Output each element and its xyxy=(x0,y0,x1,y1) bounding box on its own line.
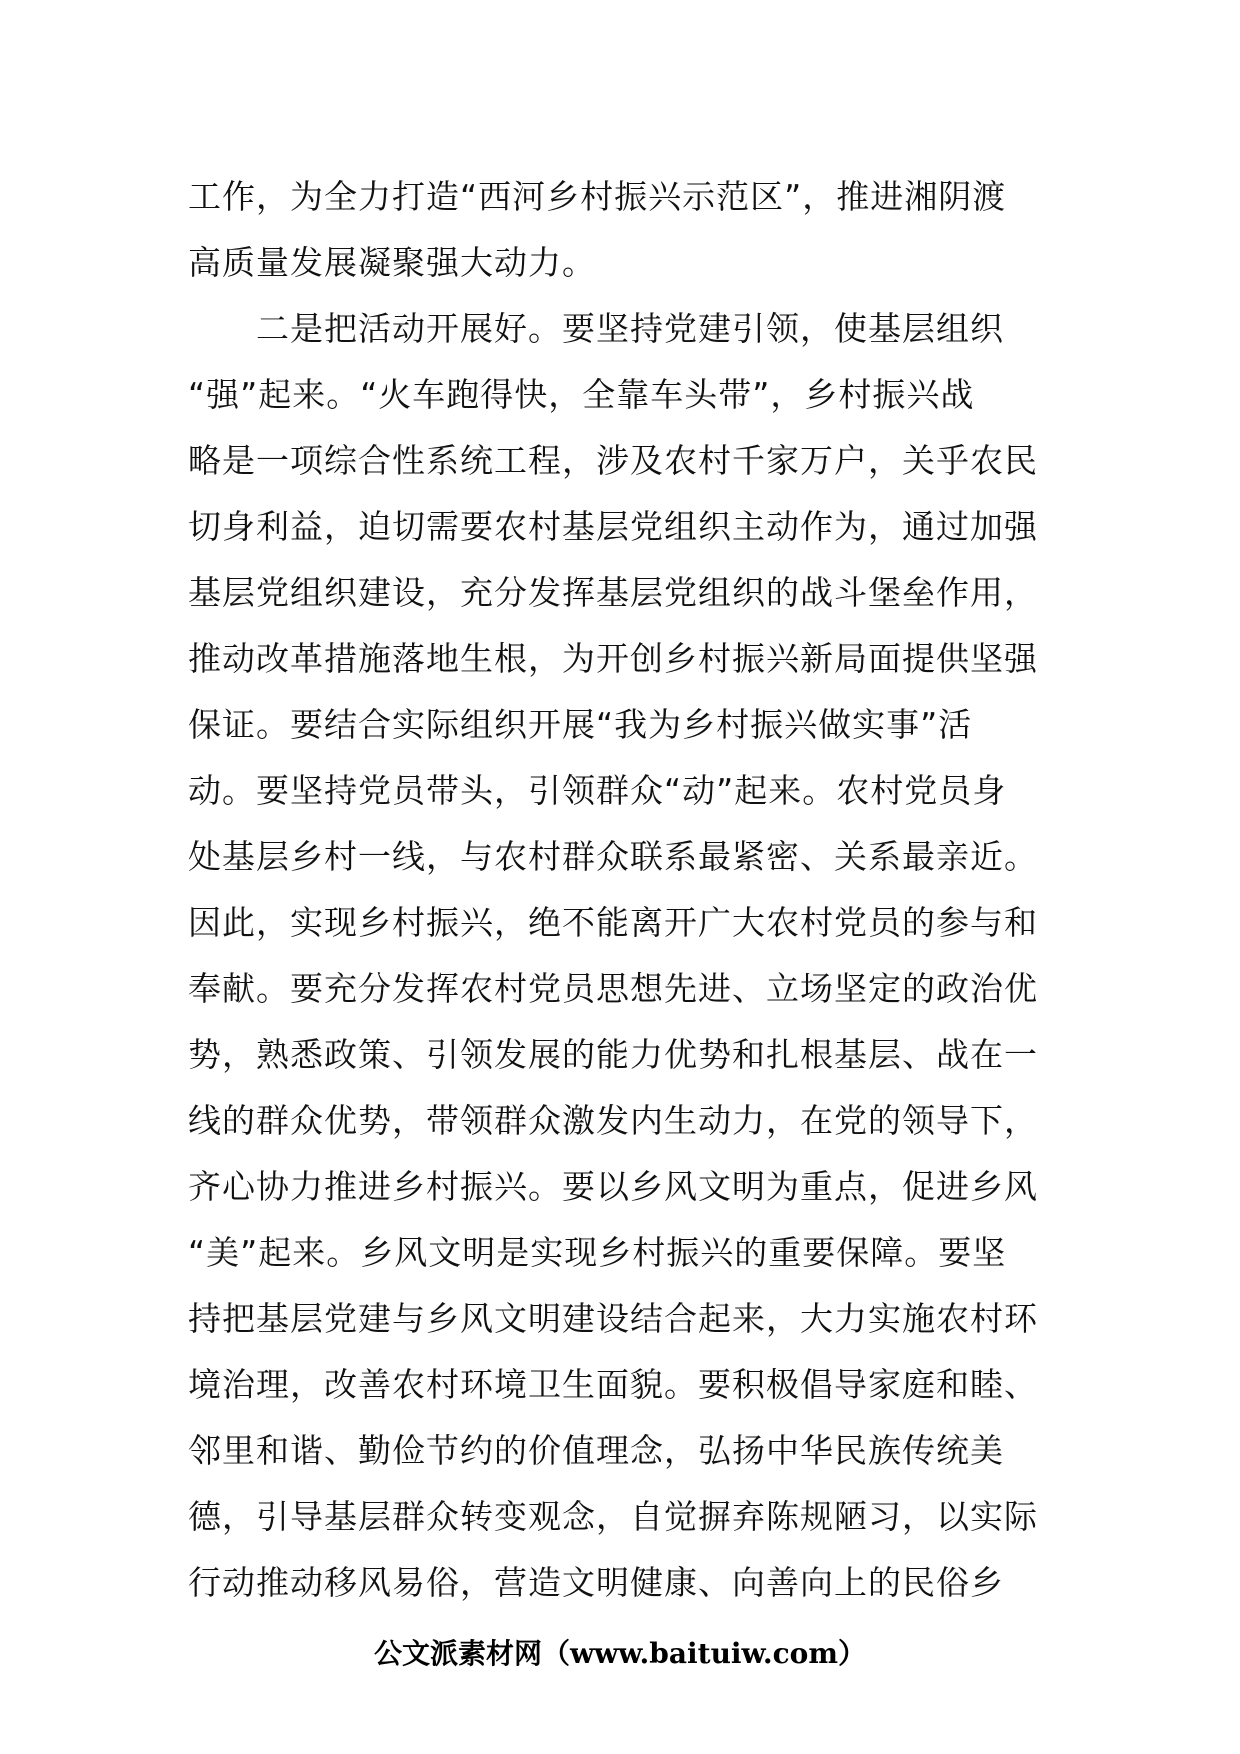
text-line: “美”起来。乡风文明是实现乡村振兴的重要保障。要坚 xyxy=(188,1233,1007,1272)
text-line: 势，熟悉政策、引领发展的能力优势和扎根基层、战在一 xyxy=(188,1035,1038,1074)
text-line: 境治理，改善农村环境卫生面貌。要积极倡导家庭和睦、 xyxy=(188,1365,1038,1404)
text-line: 高质量发展凝聚强大动力。 xyxy=(188,243,596,282)
text-line: 持把基层党建与乡风文明建设结合起来，大力实施农村环 xyxy=(188,1299,1038,1338)
text-line: 略是一项综合性系统工程，涉及农村千家万户，关乎农民 xyxy=(188,441,1038,480)
text-line: 保证。要结合实际组织开展“我为乡村振兴做实事”活 xyxy=(188,705,973,744)
text-line: 德，引导基层群众转变观念，自觉摒弃陈规陋习，以实际 xyxy=(188,1497,1038,1536)
document-body xyxy=(188,164,1058,1616)
text-line: 基层党组织建设，充分发挥基层党组织的战斗堡垒作用， xyxy=(188,573,1038,612)
page-footer: 公文派素材网（www.baituiw.com） xyxy=(374,1637,866,1670)
text-line: 奉献。要充分发挥农村党员思想先进、立场坚定的政治优 xyxy=(188,969,1038,1008)
text-line: 因此，实现乡村振兴，绝不能离开广大农村党员的参与和 xyxy=(188,903,1038,942)
text-line: 切身利益，迫切需要农村基层党组织主动作为，通过加强 xyxy=(188,507,1038,546)
text-line: 邻里和谐、勤俭节约的价值理念，弘扬中华民族传统美 xyxy=(188,1431,1004,1470)
text-line: 推动改革措施落地生根，为开创乡村振兴新局面提供坚强 xyxy=(188,639,1038,678)
text-line: 齐心协力推进乡村振兴。要以乡风文明为重点，促进乡风 xyxy=(188,1167,1038,1206)
text-line: 线的群众优势，带领群众激发内生动力，在党的领导下， xyxy=(188,1101,1038,1140)
text-line: “强”起来。“火车跑得快，全靠车头带”，乡村振兴战 xyxy=(188,375,975,414)
text-line: 二是把活动开展好。要坚持党建引领，使基层组织 xyxy=(188,309,1004,348)
text-line: 处基层乡村一线，与农村群众联系最紧密、关系最亲近。 xyxy=(188,837,1038,876)
text-line: 行动推动移风易俗，营造文明健康、向善向上的民俗乡 xyxy=(188,1563,1004,1602)
text-line: 工作，为全力打造“西河乡村振兴示范区”，推进湘阴渡 xyxy=(188,177,1007,216)
text-line: 动。要坚持党员带头，引领群众“动”起来。农村党员身 xyxy=(188,771,1007,810)
